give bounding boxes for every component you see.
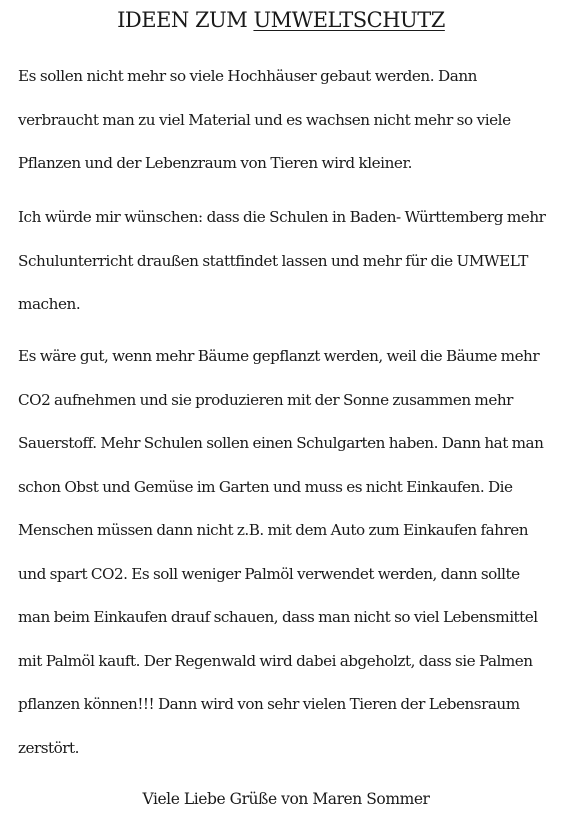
document-title: [0, 6, 562, 34]
signature: Viele Liebe Grüße von Maren Sommer: [142, 790, 430, 808]
paragraph-trees-palmoil: Es wäre gut, wenn mehr Bäume gepflanzt werden, weil die Bäume mehr CO2 aufnehmen und sie produzieren mit der Sonne zusammen mehr Sauerstoff. Mehr Schulen sollen einen Schulgarten haben. Dann hat man schon Obst und Gemüse im Garten und muss es nicht Einkaufen. Die Menschen müssen dann nicht z.B. mit dem Auto zum Einkaufen fahren und spart CO2. Es soll weniger Palmöl verwendet werden, dann sollte man beim Einkaufen drauf schauen, dass man nicht so viel Lebensmittel mit Palmöl kauft. Der Regenwald wird dabei abgeholzt, dass sie Palmen pflanzen können!!! Dann wird von sehr vielen Tieren der Lebensraum zerstört.: [18, 347, 544, 757]
paragraph-buildings: Es sollen nicht mehr so viele Hochhäuser gebaut werden. Dann verbraucht man zu viel Material und es wachsen nicht mehr so viele Pflanzen und der Lebenzraum von Tieren wird kleiner.: [18, 67, 511, 172]
title-prefix: IDEEN ZUM: [117, 8, 254, 32]
title-underlined: UMWELTSCHUTZ: [253, 8, 445, 32]
paragraph-schools: Ich würde mir wünschen: dass die Schulen in Baden- Württemberg mehr Schulunterricht draußen stattfindet lassen und mehr für die UMWELT machen.: [18, 208, 546, 313]
